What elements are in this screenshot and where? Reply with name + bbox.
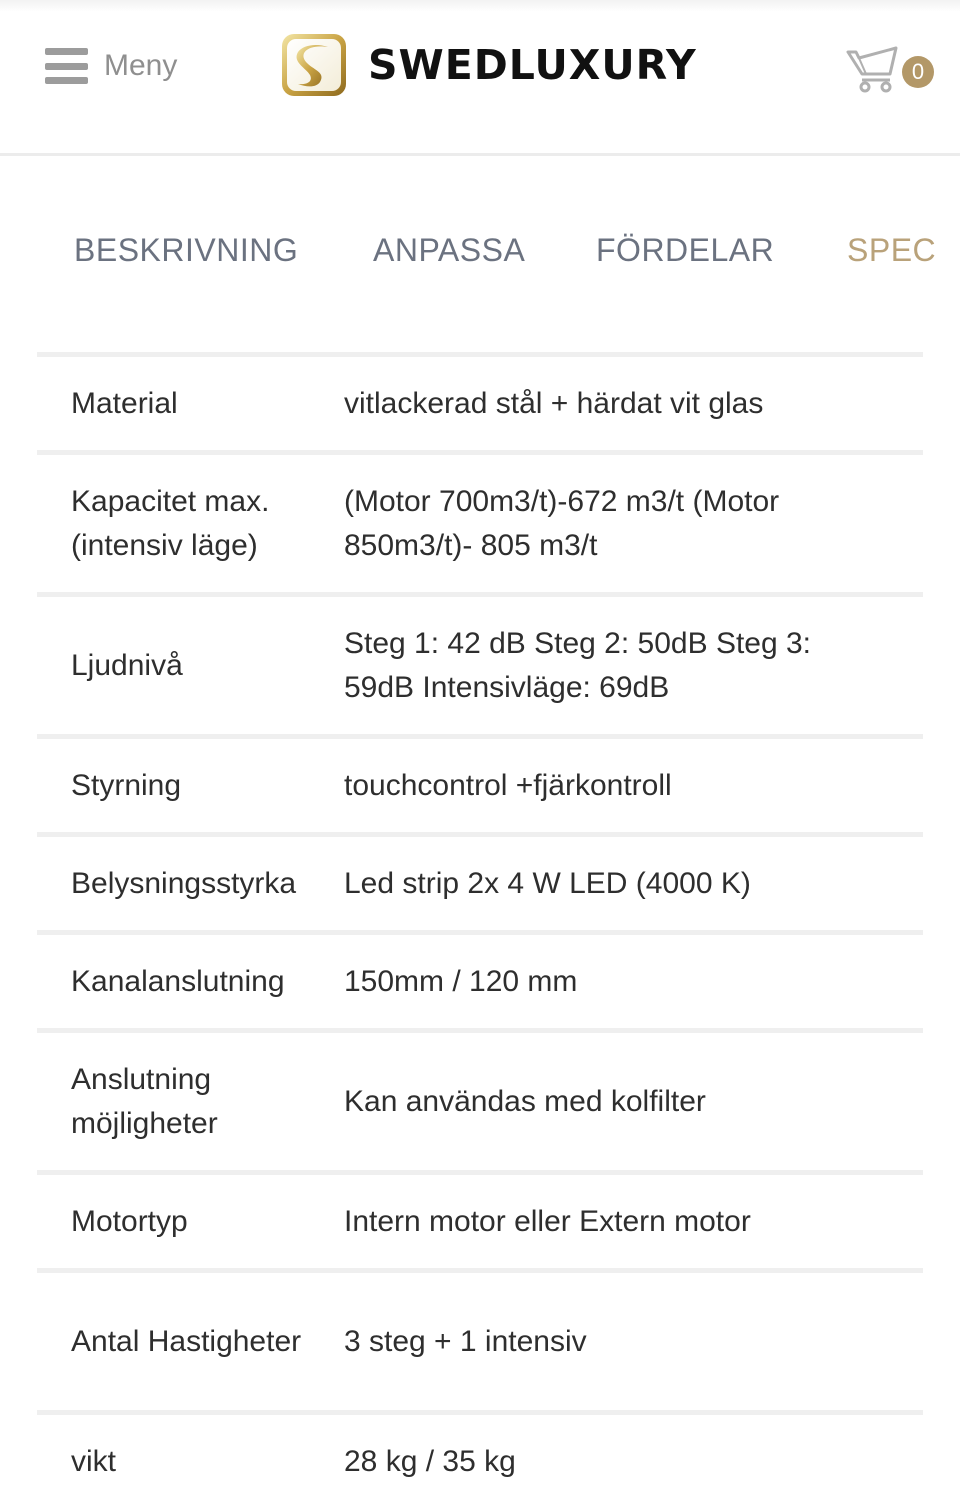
table-row bbox=[37, 930, 923, 1028]
hamburger-icon bbox=[45, 48, 88, 84]
spec-key: Anslutning möjligheter bbox=[71, 1062, 218, 1140]
product-tabs bbox=[0, 232, 960, 280]
table-row bbox=[37, 1028, 923, 1170]
logo-text: SWEDLUXURY bbox=[368, 41, 697, 89]
tab-fordelar[interactable]: FÖRDELAR bbox=[596, 232, 775, 268]
table-row bbox=[37, 592, 923, 734]
table-row bbox=[37, 734, 923, 832]
spec-key: vikt bbox=[71, 1444, 116, 1478]
tab-anpassa[interactable]: ANPASSA bbox=[373, 232, 526, 268]
table-row bbox=[37, 1410, 923, 1488]
logo-mark-icon bbox=[280, 32, 348, 98]
spec-value: Intern motor eller Extern motor bbox=[344, 1204, 751, 1238]
table-row bbox=[37, 450, 923, 592]
site-logo[interactable] bbox=[280, 32, 697, 98]
spec-value: 150mm / 120 mm bbox=[344, 964, 578, 998]
spec-value: touchcontrol +fjärkontroll bbox=[344, 768, 672, 802]
spec-value: Steg 1: 42 dB Steg 2: 50dB Steg 3: 59dB Intensivläge: 69dB bbox=[344, 626, 812, 704]
spec-table bbox=[37, 352, 923, 1488]
menu-button[interactable] bbox=[45, 44, 177, 88]
spec-key: Material bbox=[71, 386, 178, 420]
spec-value: 3 steg + 1 intensiv bbox=[344, 1324, 587, 1358]
table-row bbox=[37, 1268, 923, 1410]
menu-label: Meny bbox=[104, 49, 178, 82]
spec-value: (Motor 700m3/t)-672 m3/t (Motor 850m3/t)- 805 m3/t bbox=[344, 484, 780, 562]
spec-value: Led strip 2x 4 W LED (4000 K) bbox=[344, 866, 751, 900]
spec-value: vitlackerad stål + härdat vit glas bbox=[344, 386, 764, 420]
spec-key: Motortyp bbox=[71, 1204, 188, 1238]
spec-key: Kapacitet max. (intensiv läge) bbox=[71, 484, 270, 562]
spec-value: Kan användas med kolfilter bbox=[344, 1084, 706, 1118]
spec-key: Belysningsstyrka bbox=[71, 866, 297, 900]
tab-beskrivning[interactable]: BESKRIVNING bbox=[74, 232, 299, 268]
header-shadow bbox=[0, 0, 960, 12]
spec-value: 28 kg / 35 kg bbox=[344, 1444, 516, 1478]
table-row bbox=[37, 1170, 923, 1268]
table-row bbox=[37, 832, 923, 930]
cart-icon bbox=[846, 44, 902, 94]
site-header bbox=[0, 0, 960, 156]
spec-key: Styrning bbox=[71, 768, 182, 802]
table-row bbox=[37, 352, 923, 450]
spec-key: Ljudnivå bbox=[71, 648, 183, 682]
spec-key: Kanalanslutning bbox=[71, 964, 285, 998]
cart-count-badge: 0 bbox=[902, 56, 934, 88]
tab-spec[interactable]: SPEC bbox=[847, 232, 937, 268]
cart-button[interactable] bbox=[846, 44, 934, 94]
spec-key: Antal Hastigheter bbox=[71, 1324, 302, 1358]
